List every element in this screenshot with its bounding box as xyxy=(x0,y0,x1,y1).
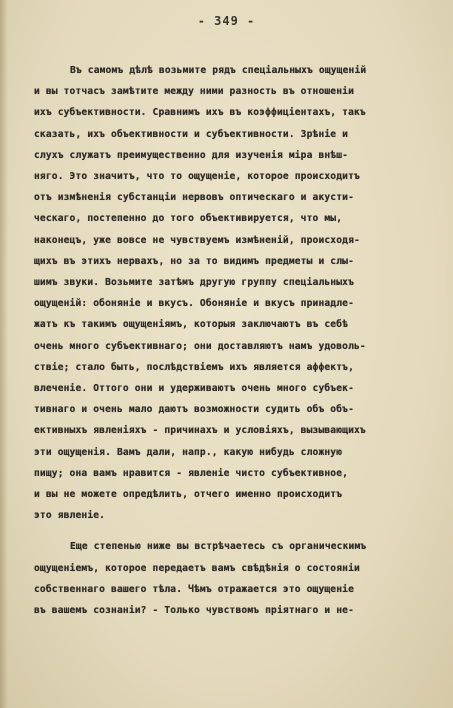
text-line: ихъ субъективности. Сравнимъ ихъ въ коэффиціентахъ, такъ xyxy=(34,107,366,119)
text-line: ощущеніемъ, которое передаетъ вамъ свѣдѣнія о состояніи xyxy=(34,562,360,574)
page-number: - 349 - xyxy=(197,14,256,28)
text-line: пищу; она вамъ нравится - явленіе чисто субъективное, xyxy=(34,467,349,479)
body-text xyxy=(34,60,441,621)
text-line: жатъ къ такимъ ощущеніямъ, которыя заключаютъ въ себѣ xyxy=(34,319,349,331)
text-line: влеченіе. Оттого они и удерживаютъ очень много субъек- xyxy=(34,383,354,395)
text-line: эти ощущенія. Вамъ дали, напр., какую нибудь сложную xyxy=(34,446,343,458)
text-line: собственнаго вашего тѣла. Чѣмъ отражается это ощущеніе xyxy=(34,583,354,595)
text-line: тивнаго и очень мало даютъ возможности судить объ объ- xyxy=(34,404,354,416)
paragraph-gap xyxy=(34,526,441,536)
text-line: Въ самомъ дѣлѣ возьмите рядъ спеціальныхъ ощущеній xyxy=(70,65,367,76)
text-line: и вы не можете опредѣлить, отчего именно происходитъ xyxy=(34,489,343,501)
text-line: ективныхъ явленіяхъ - причинахъ и условіяхъ, вызывающихъ xyxy=(34,425,366,437)
text-line: въ вашемъ сознаніи? - Только чувствомъ пріятнаго и не- xyxy=(34,605,354,617)
text-line: сказать, ихъ объективности и субъективности. Зрѣніе и xyxy=(34,128,349,140)
text-line: и вы тотчасъ замѣтите между ними разность въ отношеніи xyxy=(34,86,354,98)
text-line: няго. Это значитъ, что то ощущеніе, которое происходитъ xyxy=(34,171,360,183)
text-line: слухъ служатъ преимущественно для изученія міра внѣш- xyxy=(34,149,349,161)
text-line: Еще степенью ниже вы встрѣчаетесь съ органическимъ xyxy=(70,541,367,553)
text-line: наконецъ, уже вовсе не чувствуемъ измѣненій, происходя- xyxy=(34,234,360,246)
text-line: очень много субъективнаго; они доставляютъ намъ удоволь- xyxy=(34,340,366,352)
text-line: отъ измѣненія субстанціи нервовъ оптическаго и акусти- xyxy=(34,192,354,204)
text-line: ощущеній: обоняніе и вкусъ. Обоняніе и вкусъ принадле- xyxy=(34,298,354,310)
text-line: ствіе; стало быть, послѣдствіемъ ихъ является аффектъ, xyxy=(34,361,354,373)
text-line: шимъ звуки. Возьмите затѣмъ другую группу спеціальныхъ xyxy=(34,277,354,289)
text-line: щихъ въ этихъ нервахъ, но за то видимъ предметы и слы- xyxy=(34,255,354,267)
page-edge-shadow xyxy=(0,0,8,708)
text-line: это явленіе. xyxy=(34,510,106,522)
text-line: ческаго, постепенно до того объективируется, что мы, xyxy=(34,213,343,225)
